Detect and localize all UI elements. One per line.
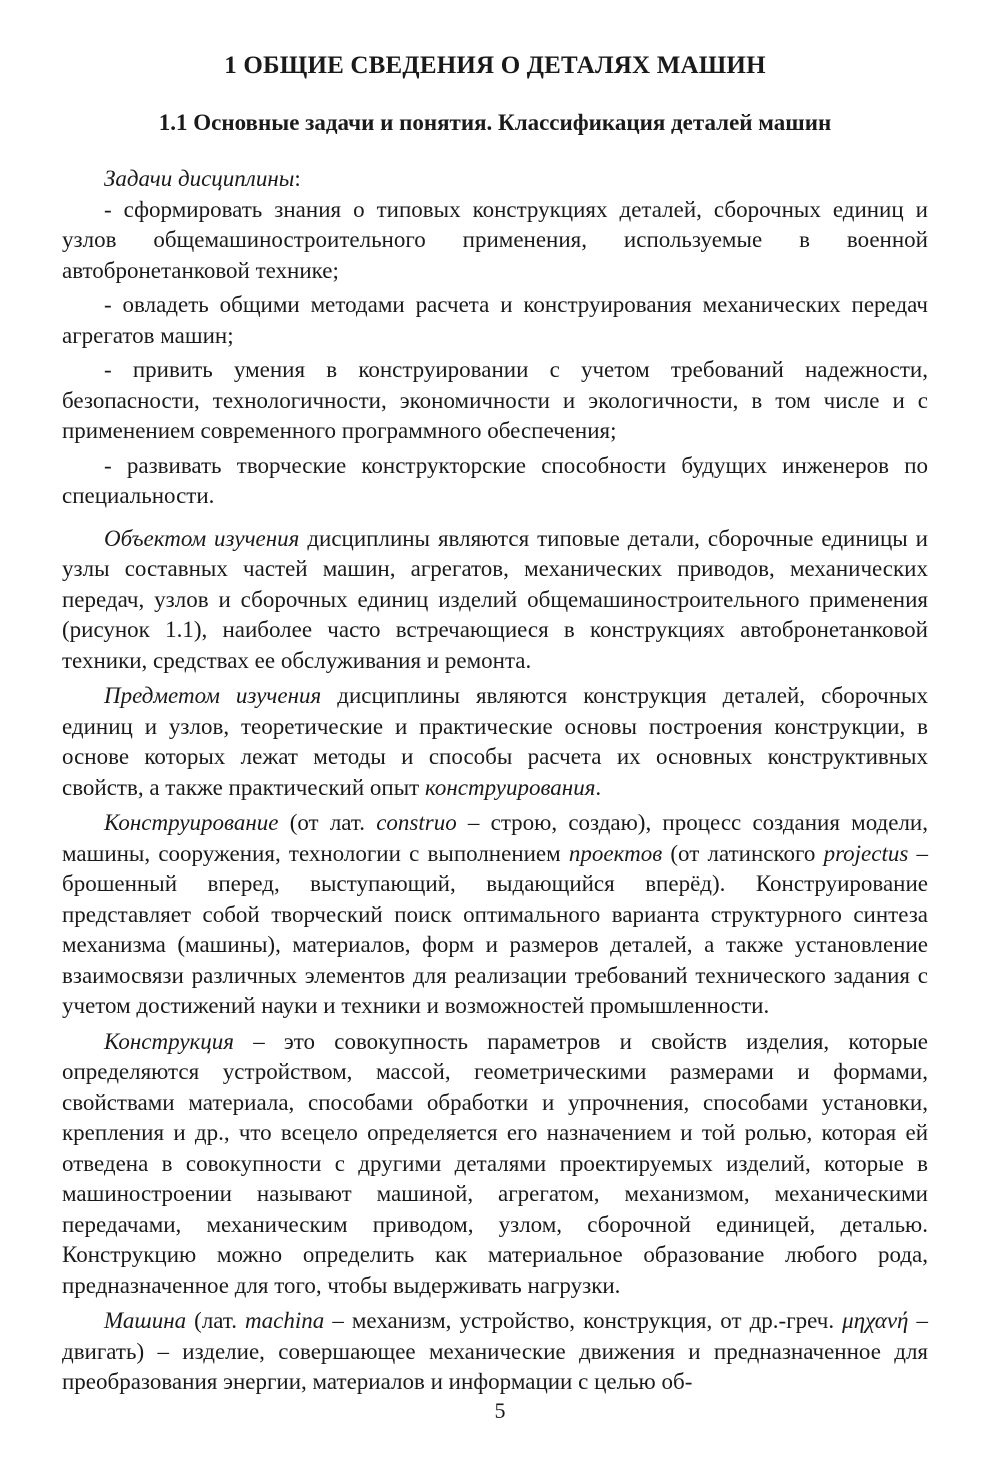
term-construction: Конструкция [104, 1028, 234, 1054]
term-design: Конструирование [104, 810, 279, 835]
term-subject: Предметом изучения [104, 683, 322, 708]
paragraph-subject: Предметом изучения дисциплины являются конструкция деталей, сборочных единиц и узлов, теоретические и практические основы построения конструкции, в основе которых лежат методы и способы расчета их основных конструктивных свойств, а также практический опыт конструирования. [62, 683, 928, 800]
term-object: Объектом изучения [104, 525, 300, 551]
term-machine: Машина [104, 1308, 187, 1333]
latin-construo: construo [376, 810, 457, 835]
task-item-3: - привить умения в конструировании с учетом требований надежности, безопасности, технологичности, экономичности и экологичности, в том числе и с применением современного программного обеспечения; [62, 357, 928, 443]
tasks-label-suffix: : [294, 166, 301, 191]
term-projects: проектов [568, 840, 663, 866]
paragraph-object: Объектом изучения дисциплины являются типовые детали, сборочные единицы и узлы составных частей машин, агрегатов, механических приводов, механических передач, узлов и сборочных единиц изделий общемашиностроительного применения (рисунок 1.1), наиболее часто встречающиеся в конструкциях автобронетанковой техники, средствах ее обслуживания и ремонта. [62, 525, 928, 673]
paragraph-construction: Конструкция – это совокупность параметров и свойств изделия, которые определяются устройством, массой, геометрическими размерами и формами, свойствами материала, способами обработки и упрочнения, способами установки, крепления и др., что всецело определяется его назначением и той ролью, которая ей отведена в совокупности с другими деталями проектируемых изделий, которые в машиностроении называют машиной, агрегатом, механизмом, механическими передачами, механическим приводом, узлом, сборочной единицей, деталью. Конструкцию можно определить как материальное образование любого рода, предназначенное для того, чтобы выдерживать нагрузки. [62, 1028, 928, 1298]
term-designing: конструирования [424, 774, 596, 800]
task-item-2: - овладеть общими методами расчета и конструирования механических передач агрегатов машин; [62, 292, 928, 348]
tasks-label-term: Задачи дисциплины [104, 166, 295, 191]
task-item-1: - сформировать знания о типовых конструкциях деталей, сборочных единиц и узлов общемашиностроительного применения, используемые в военной автобронетанковой технике; [62, 196, 928, 283]
latin-machina: machina [245, 1308, 325, 1333]
paragraph-machine: Машина (лат. machina – механизм, устройство, конструкция, от др.-греч. μηχανή – двигать) – изделие, совершающее механические движения и предназначенное для преобразования энергии, материалов и информации с целью об- [62, 1308, 929, 1394]
chapter-title: 1 ОБЩИЕ СВЕДЕНИЯ О ДЕТАЛЯХ МАШИН [224, 52, 766, 79]
task-item-4: - развивать творческие конструкторские способности будущих инженеров по специальности. [62, 452, 928, 508]
paragraph-design: Конструирование (от лат. construo – строю, создаю), процесс создания модели, машины, сооружения, технологии с выполнением проектов (от латинского projectus – брошенный вперед, выступающий, выдающийся вперёд). Конструирование представляет собой творческий поиск оптимального варианта структурного синтеза механизма (машины), материалов, форм и размеров деталей, а также установление взаимосвязи различных элементов для реализации требований технического задания с учетом достижений науки и техники и возможностей промышленности. [62, 810, 929, 1018]
section-title: 1.1 Основные задачи и понятия. Классификация деталей машин [158, 110, 832, 135]
page-content [62, 52, 928, 1403]
latin-projectus: projectus [823, 840, 909, 866]
greek-mechane: μηχανή [842, 1308, 909, 1333]
page-number: 5 [494, 1398, 506, 1423]
tasks-label [62, 164, 928, 195]
